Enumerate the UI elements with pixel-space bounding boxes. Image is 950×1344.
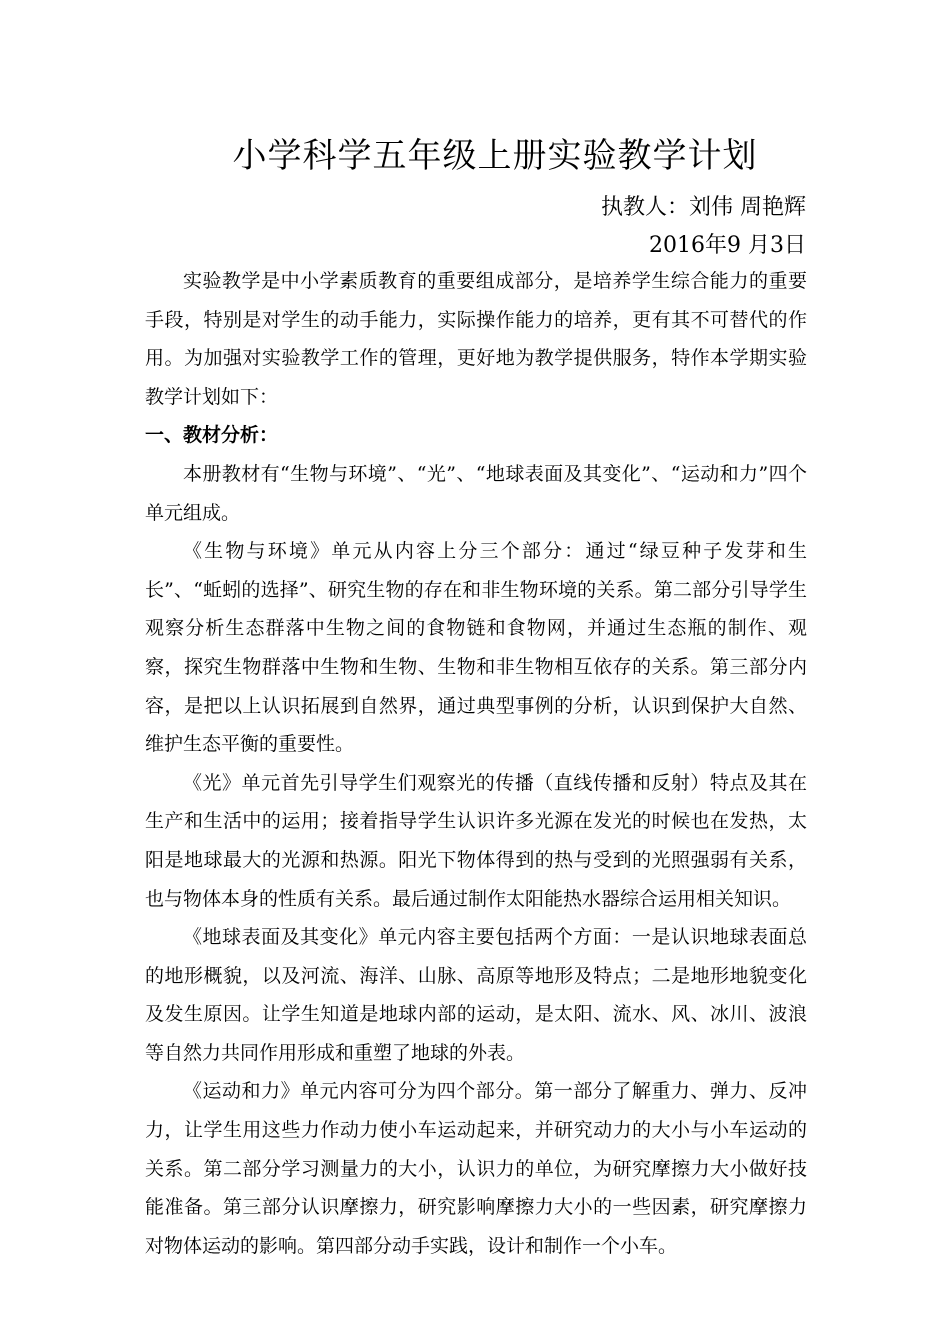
overview-paragraph: 本册教材有“生物与环境”、“光”、“地球表面及其变化”、“运动和力”四个单元组成。 <box>145 462 807 524</box>
unit-biology-paragraph: 《生物与环境》单元从内容上分三个部分：通过“绿豆种子发芽和生长”、“蚯蚓的选择”、研究生物的存在和非生物环境的关系。第二部分引导学生观察分析生态群落中生物之间的食物链和食物网，并通过生态瓶的制作、观察，探究生物群落中生物和生物、生物和非生物相互依存的关系。第三部分内容，是把以上认识拓展到自然界，通过典型事例的分析，认识到保护大自然、维护生态平衡的重要性。 <box>145 540 807 756</box>
section-heading: 一、教材分析： <box>145 424 279 447</box>
date-line: 2016年9 月3日 <box>649 233 806 258</box>
document-title: 小学科学五年级上册实验教学计划 <box>232 136 758 176</box>
unit-motion-force-paragraph: 《运动和力》单元内容可分为四个部分。第一部分了解重力、弹力、反冲力，让学生用这些力作动力使小车运动起来，并研究动力的大小与小车运动的关系。第二部分学习测量力的大小，认识力的单位，为研究摩擦力大小做好技能准备。第三部分认识摩擦力，研究影响摩擦力大小的一些因素，研究摩擦力对物体运动的影响。第四部分动手实践，设计和制作一个小车。 <box>145 1080 807 1257</box>
document-body <box>145 262 807 1265</box>
author-line: 执教人：刘伟 周艳辉 <box>601 195 806 220</box>
intro-paragraph: 实验教学是中小学素质教育的重要组成部分，是培养学生综合能力的重要手段，特别是对学生的动手能力，实际操作能力的培养，更有其不可替代的作用。为加强对实验教学工作的管理，更好地为教学提供服务，特作本学期实验教学计划如下： <box>145 270 807 408</box>
unit-earth-surface-paragraph: 《地球表面及其变化》单元内容主要包括两个方面：一是认识地球表面总的地形概貌，以及河流、海洋、山脉、高原等地形及特点；二是地形地貌变化及发生原因。让学生知道是地球内部的运动，是太阳、流水、风、冰川、波浪等自然力共同作用形成和重塑了地球的外表。 <box>145 926 807 1064</box>
unit-light-paragraph: 《光》单元首先引导学生们观察光的传播（直线传播和反射）特点及其在生产和生活中的运用；接着指导学生认识许多光源在发光的时候也在发热，太阳是地球最大的光源和热源。阳光下物体得到的热与受到的光照强弱有关系，也与物体本身的性质有关系。最后通过制作太阳能热水器综合运用相关知识。 <box>145 771 807 910</box>
